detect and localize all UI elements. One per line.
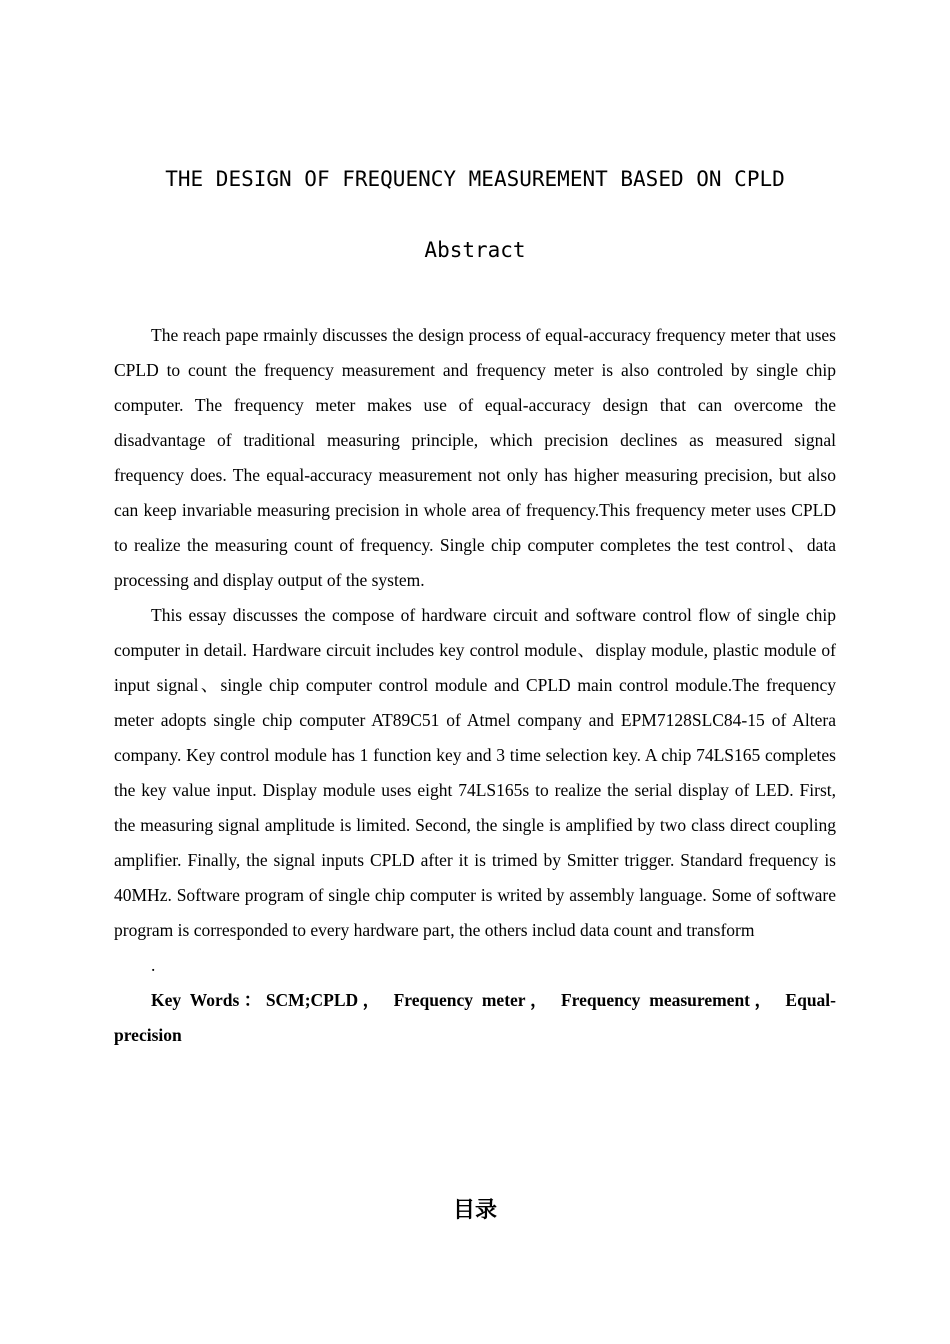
keywords: Key Words：SCM;CPLD， Frequency meter， Frequency measurement， Equal-precision	[114, 990, 836, 1045]
trailing-dot: .	[151, 955, 156, 975]
abstract-body	[114, 318, 836, 1053]
abstract-paragraph: This essay discusses the compose of hardware circuit and software control flow of single chip computer in detail. Hardware circuit includes key control module、display module, plastic module of input signal、single chip computer control module and CPLD main control module.The frequency meter adopts single chip computer AT89C51 of Atmel company and EPM7128SLC84-15 of Altera company. Key control module has 1 function key and 3 time selection key. A chip 74LS165 completes the key value input. Display module uses eight 74LS165s to realize the serial display of LED. First, the measuring signal amplitude is limited. Second, the single is amplified by two class direct coupling amplifier. Finally, the signal inputs CPLD after it is trimed by Smitter trigger. Standard frequency is 40MHz. Software program of single chip computer is writed by assembly language. Some of software program is corresponded to every hardware part, the others includ data count and transform	[114, 605, 836, 940]
paper-title: THE DESIGN OF FREQUENCY MEASUREMENT BASED ON CPLD	[165, 167, 785, 191]
toc-heading: 目录	[452, 1198, 497, 1223]
abstract-paragraph: The reach pape rmainly discusses the design process of equal-accuracy frequency meter that uses CPLD to count the frequency measurement and frequency meter is also controled by single chip computer. The frequency meter makes use of equal-accuracy design that can overcome the disadvantage of traditional measuring principle, which precision declines as measured signal frequency does. The equal-accuracy measurement not only has higher measuring precision, but also can keep invariable measuring precision in whole area of frequency.This frequency meter uses CPLD to realize the measuring count of frequency. Single chip computer completes the test control、data processing and display output of the system.	[114, 325, 836, 590]
abstract-heading: Abstract	[424, 238, 526, 262]
